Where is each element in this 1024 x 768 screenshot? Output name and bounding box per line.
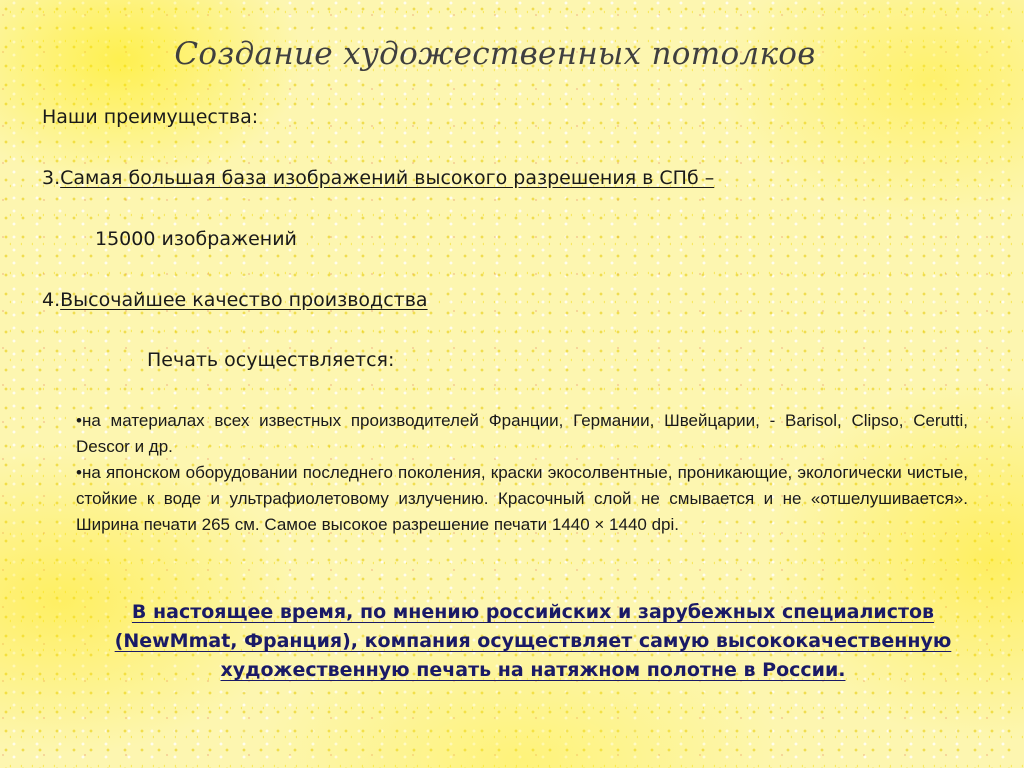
item-text: Высочайшее качество производства (60, 289, 428, 311)
item-number: 3. (42, 167, 61, 189)
image-count: 15000 изображений (95, 228, 297, 250)
print-subheading: Печать осуществляется: (147, 349, 395, 371)
print-details-list (76, 408, 968, 538)
item-number: 4. (42, 289, 61, 311)
advantage-item-4 (42, 288, 428, 312)
list-item: • на материалах всех известных производителей Франции, Германии, Швейцарии, - Barisol, Clipso, Cerutti, Descor и др. (76, 408, 968, 460)
conclusion-text: В настоящее время, по мнению российских и зарубежных специалистов (NewMmat, Франция), компания осуществляет самую высококачественную художественную печать на натяжном полотне в России. (114, 601, 952, 681)
list-item: • на японском оборудовании последнего поколения, краски экосолвентные, проникающие, экологически чистые, стойкие к воде и ультрафиолетовому излучению. Красочный слой не смывается и не «отшелушивается». Ширина печати 265 см. Самое высокое разрешение печати 1440 × 1440 dpi. (76, 460, 968, 538)
advantage-item-3 (42, 166, 714, 190)
slide-title: Создание художественных потолков (174, 36, 816, 72)
advantages-heading: Наши преимущества: (42, 106, 259, 128)
item-text: Самая большая база изображений высокого разрешения в СПб – (60, 167, 715, 189)
